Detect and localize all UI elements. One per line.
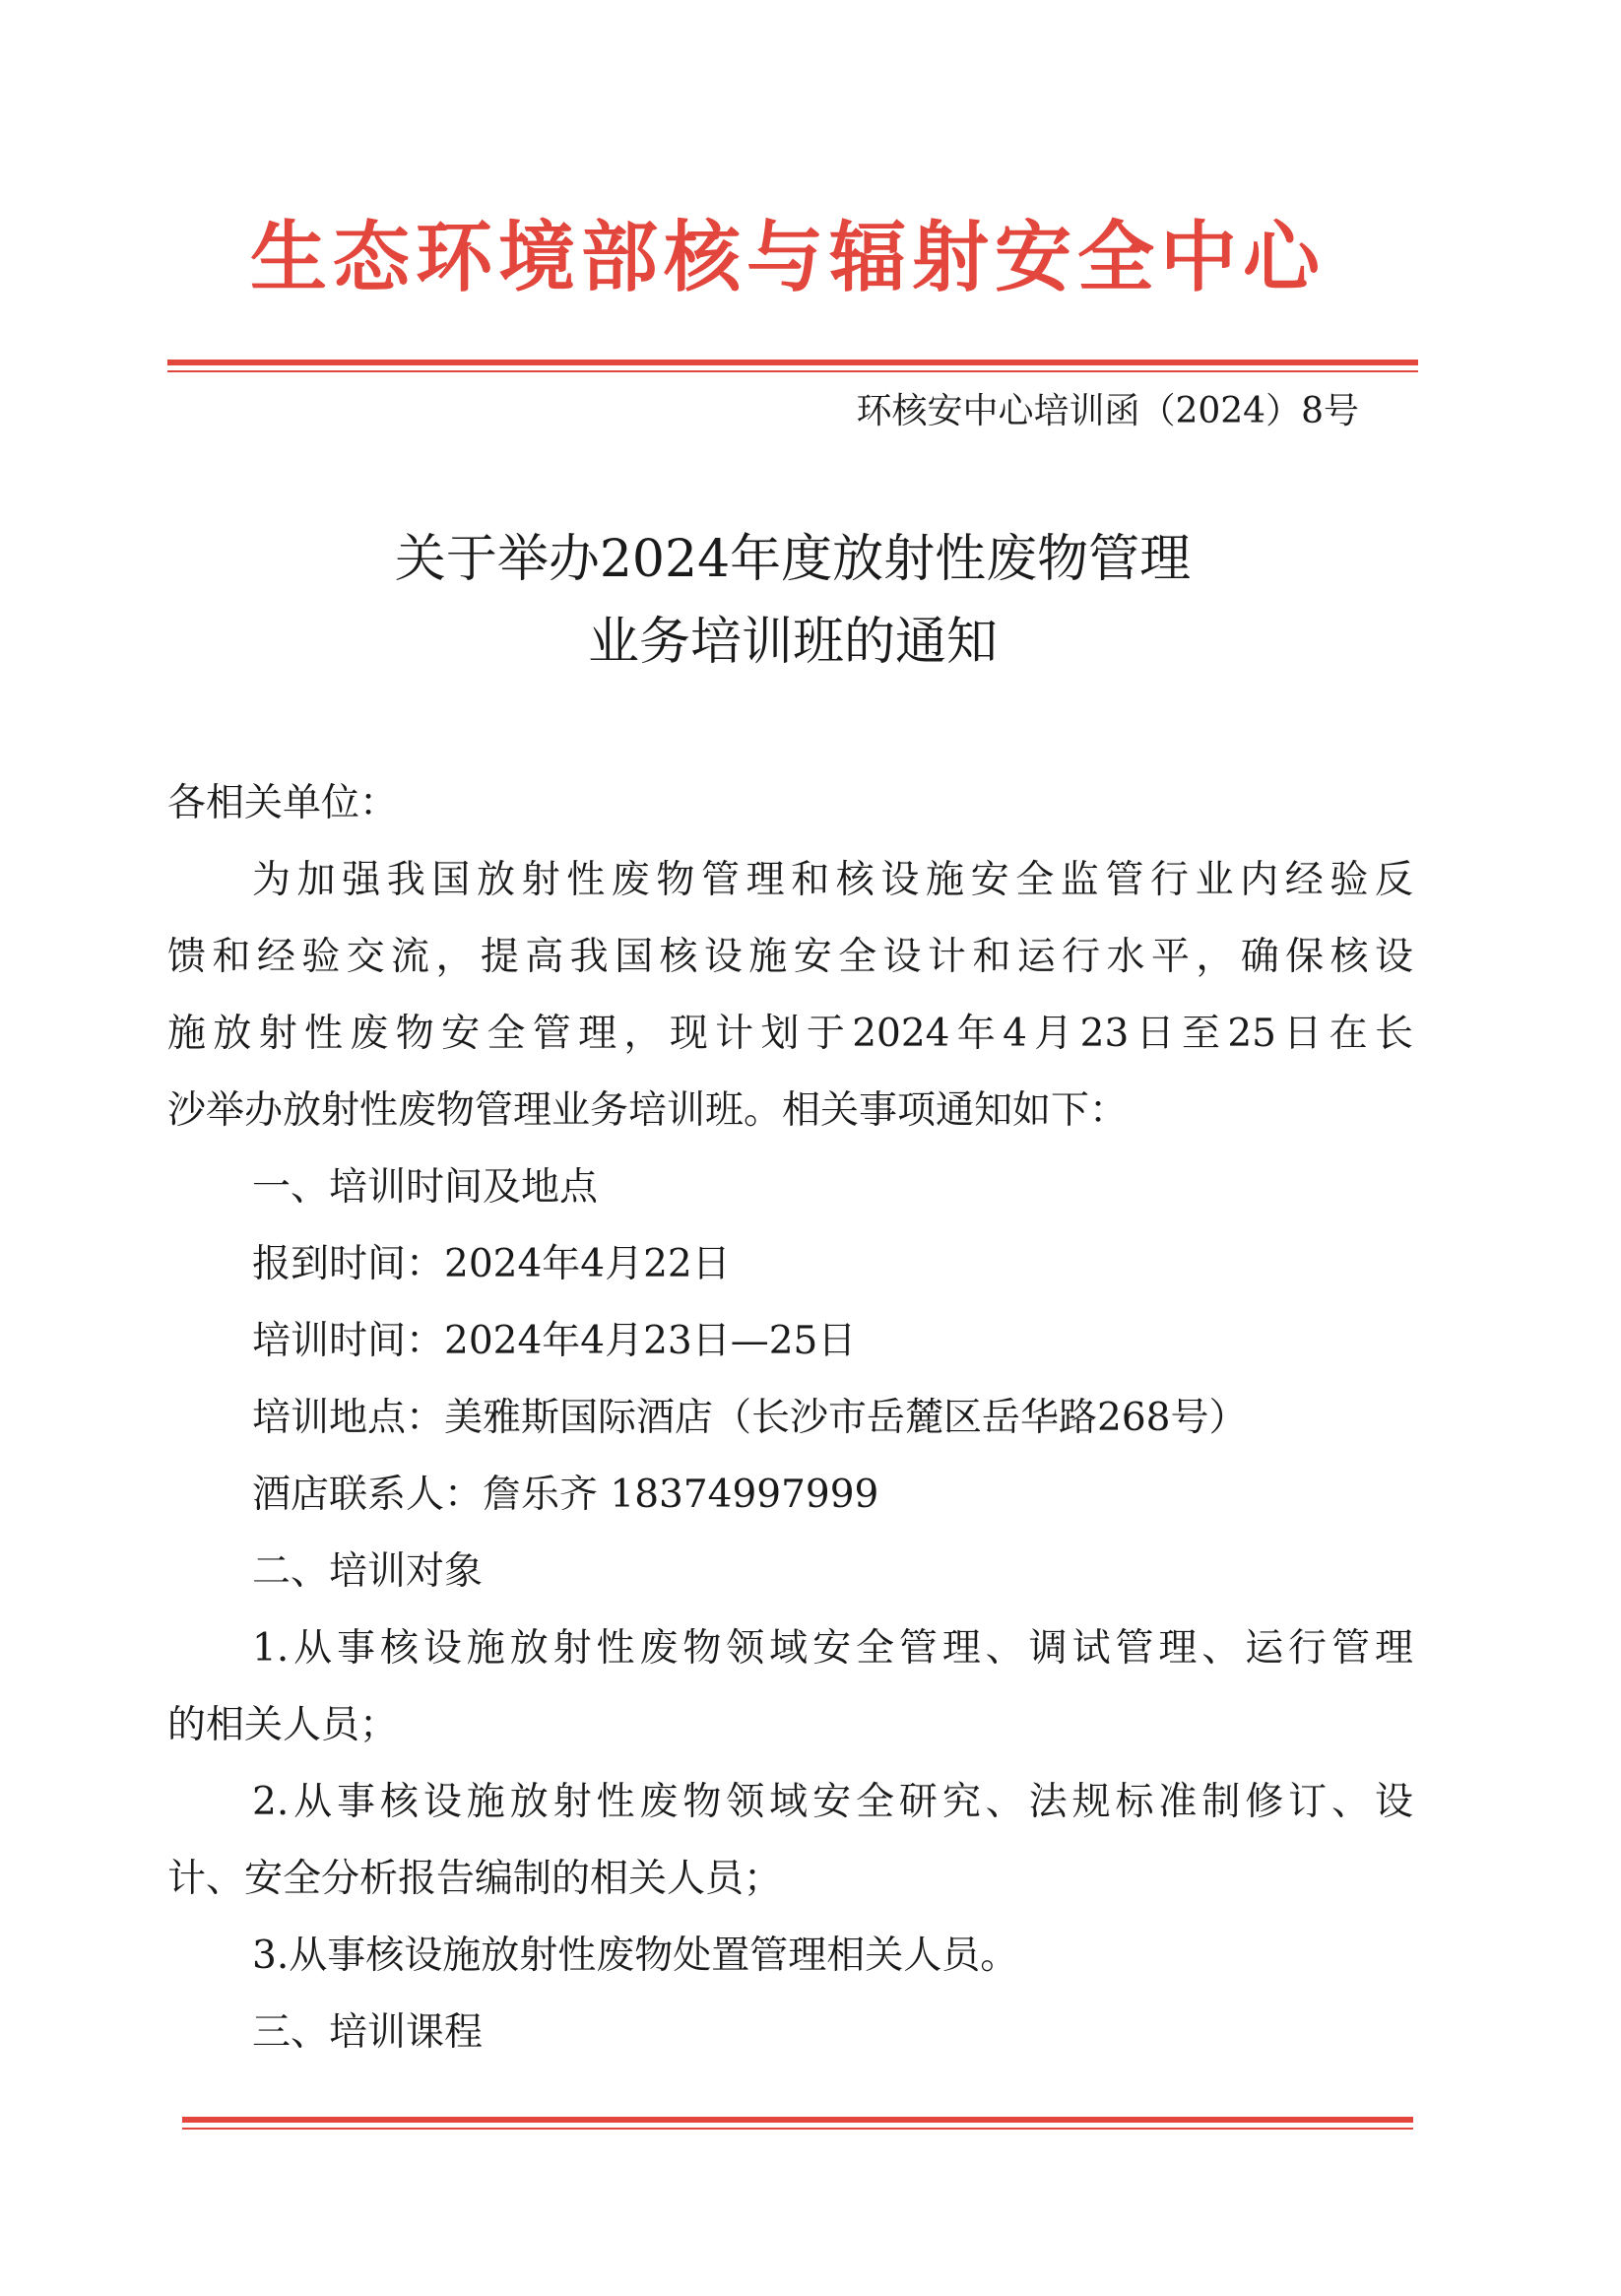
header-red-rule-thick: [167, 360, 1418, 365]
footer-red-rule-thick: [182, 2117, 1413, 2123]
footer-red-rule-thin: [182, 2128, 1413, 2130]
training-location: 培训地点：美雅斯国际酒店（长沙市岳麓区岳华路268号）: [252, 1396, 1248, 1440]
target-item-1-line-1: 1.从事核设施放射性废物领域安全管理、调试管理、运行管理: [252, 1626, 1413, 1671]
section-2-heading: 二、培训对象: [252, 1549, 484, 1594]
intro-line-2: 馈和经验交流，提高我国核设施安全设计和运行水平，确保核设: [167, 935, 1413, 979]
header-red-rule-thin: [167, 370, 1418, 372]
target-item-1-line-2: 的相关人员；: [167, 1703, 399, 1747]
document-title-line-1: 关于举办2024年度放射性废物管理: [394, 530, 1192, 589]
intro-line-4: 沙举办放射性废物管理业务培训班。相关事项通知如下：: [167, 1088, 1129, 1133]
hotel-contact: 酒店联系人：詹乐齐 18374997999: [252, 1473, 879, 1517]
salutation: 各相关单位：: [167, 781, 399, 825]
target-item-2-line-1: 2.从事核设施放射性废物领域安全研究、法规标准制修订、设: [252, 1780, 1413, 1824]
intro-line-1: 为加强我国放射性废物管理和核设施安全监管行业内经验反: [252, 858, 1413, 902]
intro-line-3: 施放射性废物安全管理，现计划于2024年4月23日至25日在长: [167, 1012, 1413, 1056]
training-time: 培训时间：2024年4月23日—25日: [252, 1319, 857, 1363]
report-time: 报到时间：2024年4月22日: [252, 1242, 731, 1286]
target-item-3: 3.从事核设施放射性废物处置管理相关人员。: [252, 1934, 1019, 1978]
org-name-header: 生态环境部核与辐射安全中心: [249, 214, 1326, 302]
section-3-heading: 三、培训课程: [252, 2010, 484, 2055]
target-item-2-line-2: 计、安全分析报告编制的相关人员；: [167, 1857, 783, 1901]
document-number: 环核安中心培训函（2024）8号: [856, 391, 1359, 431]
document-title-line-2: 业务培训班的通知: [587, 613, 998, 672]
section-1-heading: 一、培训时间及地点: [252, 1165, 599, 1210]
